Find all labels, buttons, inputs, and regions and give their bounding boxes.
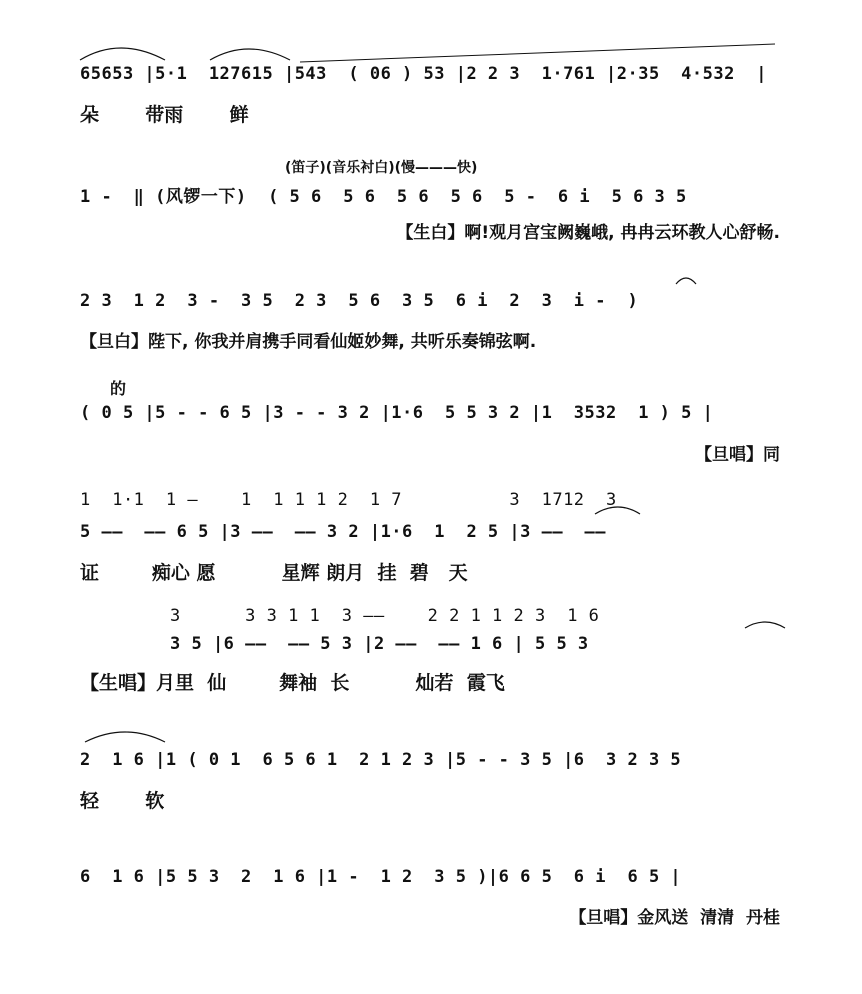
lyric-line-5: 证 痴心 愿 星辉 朗月 挂 碧 天: [80, 562, 468, 584]
score-line-5: 5 —— —— 6 5 |3 —— —— 3 2 |1·6 1 2 5 |3 —— ——: [80, 522, 607, 542]
lyric-line-8: 【旦唱】金风送 清清 丹桂: [569, 908, 780, 928]
slur-mark: [80, 48, 165, 60]
score-line-3: 2 3 1 2 3 - 3 5 2 3 5 6 3 5 6 i 2 3 i - ): [80, 291, 639, 311]
score-line-1: 65653 |5·1 127615 |543 ( 06 ) 53 |2 2 3 1·761 |2·35 4·532 |: [80, 64, 768, 84]
slur-mark: [745, 622, 785, 628]
annotation-line-2: (笛子)(音乐衬白)(慢———快): [285, 160, 478, 176]
speech-line-2: 【生白】啊!观月宫宝阙巍峨, 冉冉云环教人心舒畅.: [396, 223, 780, 243]
upper-voice-line-6: 3 3 3 1 1 3 —— 2 2 1 1 2 3 1 6: [170, 606, 600, 626]
lyric-line-7: 轻 软: [80, 790, 165, 812]
score-line-7: 2 1 6 |1 ( 0 1 6 5 6 1 2 1 2 3 |5 - - 3 5 |6 3 2 3 5: [80, 750, 682, 770]
slur-mark: [210, 49, 290, 60]
speech-line-3: 【旦白】陛下, 你我并肩携手同看仙姬妙舞, 共听乐奏锦弦啊.: [80, 332, 537, 352]
annotation-line-4: 的: [110, 379, 127, 398]
glissando-line: [300, 44, 775, 62]
score-line-8: 6 1 6 |5 5 3 2 1 6 |1 - 1 2 3 5 )|6 6 5 6 i 6 5 |: [80, 867, 682, 887]
slur-mark: [85, 732, 165, 742]
score-line-2: 1 - ‖ (风锣一下) ( 5 6 5 6 5 6 5 6 5 - 6 i 5 6 3 5: [80, 187, 687, 207]
lyric-line-4: 【旦唱】同: [695, 445, 780, 465]
score-line-6: 3 5 |6 —— —— 5 3 |2 —— —— 1 6 | 5 5 3: [170, 634, 589, 654]
slur-mark: [595, 507, 640, 514]
lyric-line-1: 朵 带雨 鲜: [80, 104, 249, 126]
fermata-mark: [676, 278, 696, 284]
lyric-line-6: 【生唱】月里 仙 舞袖 长 灿若 霞飞: [80, 672, 505, 694]
upper-voice-line-5: 1 1·1 1 — 1 1 1 1 2 1 7 3 1712 3: [80, 490, 617, 510]
score-line-4: ( 0 5 |5 - - 6 5 |3 - - 3 2 |1·6 5 5 3 2 |1 3532 1 ) 5 |: [80, 403, 714, 423]
